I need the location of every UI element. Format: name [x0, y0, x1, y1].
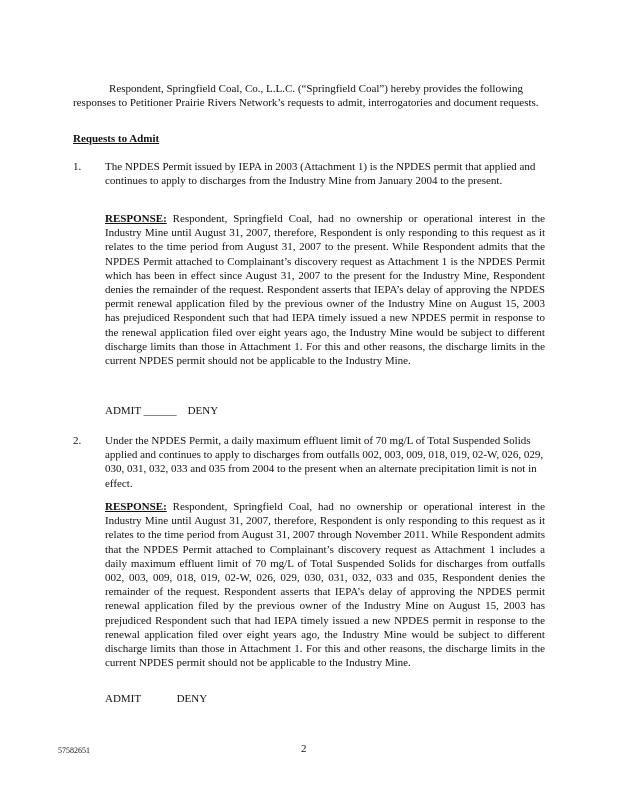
- item-number: 1.: [73, 161, 82, 173]
- response-label: RESPONSE:: [105, 213, 167, 225]
- admit-deny-line: ADMIT ______ DENY: [105, 405, 219, 417]
- page-number: 2: [301, 743, 307, 755]
- section-heading: Requests to Admit: [73, 133, 160, 145]
- response-paragraph: [105, 212, 545, 368]
- response-text: Respondent, Springfield Coal, had no ownership or operational interest in the Industry Mine until August 31, 2007, therefore, Respondent is only responding to this request as it relates to the time period from August 31, 2007 through November 2011. While Respondent admits that the NPDES Permit attached to Complainant’s discovery request as Attachment 1 includes a daily maximum effluent limit of 70 mg/L of Total Suspended Solids for discharges from outfalls 002, 003, 009, 018, 019, 02-W, 026, 029, 030, 031, 032, 033 and 035, Respondent denies the remainder of the request. Respondent asserts that IEPA’s delay of approving the NPDES permit renewal application filed by the previous owner of the Industry Mine on August 15, 2003 has prejudiced Respondent such that had IEPA timely issued a new NPDES permit in response to the renewal application filed over eight years ago, the Industry Mine would be subject to different discharge limits than those in Attachment 1. For this and other reasons, the discharge limits in the current NPDES permit should not be applicable to the Industry Mine.: [105, 501, 545, 670]
- admit-deny-line: ADMIT DENY: [105, 693, 208, 705]
- document-id: 57582651: [58, 746, 90, 755]
- response-paragraph: [105, 500, 545, 670]
- intro-paragraph: Respondent, Springfield Coal, Co., L.L.C. (“Springfield Coal”) hereby provides the following responses to Petitioner Prairie Rivers Network’s requests to admit, interrogatories and document requests.: [73, 83, 539, 110]
- item-number: 2.: [73, 435, 82, 447]
- response-text: Respondent, Springfield Coal, had no ownership or operational interest in the Industry Mine until August 31, 2007, therefore, Respondent is only responding to this request as it relates to the time period from August 31, 2007 to the present. While Respondent admits that the NPDES Permit attached to Complainant’s discovery request as Attachment 1 is the NPDES Permit which has been in effect since August 31, 2007 to the present for the Industry Mine, Respondent denies the remainder of the request. Respondent asserts that IEPA’s delay of approving the NPDES permit renewal application filed by the previous owner of the Industry Mine on August 15, 2003 has prejudiced Respondent such that had IEPA timely issued a new NPDES permit in response to the renewal application filed over eight years ago, the Industry Mine would be subject to different discharge limits than those in Attachment 1. For this and other reasons, the discharge limits in the current NPDES permit should not be applicable to the Industry Mine.: [105, 213, 545, 368]
- response-label: RESPONSE:: [105, 501, 167, 513]
- request-text: The NPDES Permit issued by IEPA in 2003 (Attachment 1) is the NPDES permit that applied and continues to apply to discharges from the Industry Mine from January 2004 to the present.: [105, 161, 536, 188]
- request-text: Under the NPDES Permit, a daily maximum effluent limit of 70 mg/L of Total Suspended Solids applied and continues to apply to discharges from outfalls 002, 003, 009, 018, 019, 02-W, 026, 029, 030, 031, 032, 033 and 035 from 2004 to the present when an alternate precipitation limit is not in effect.: [105, 435, 544, 490]
